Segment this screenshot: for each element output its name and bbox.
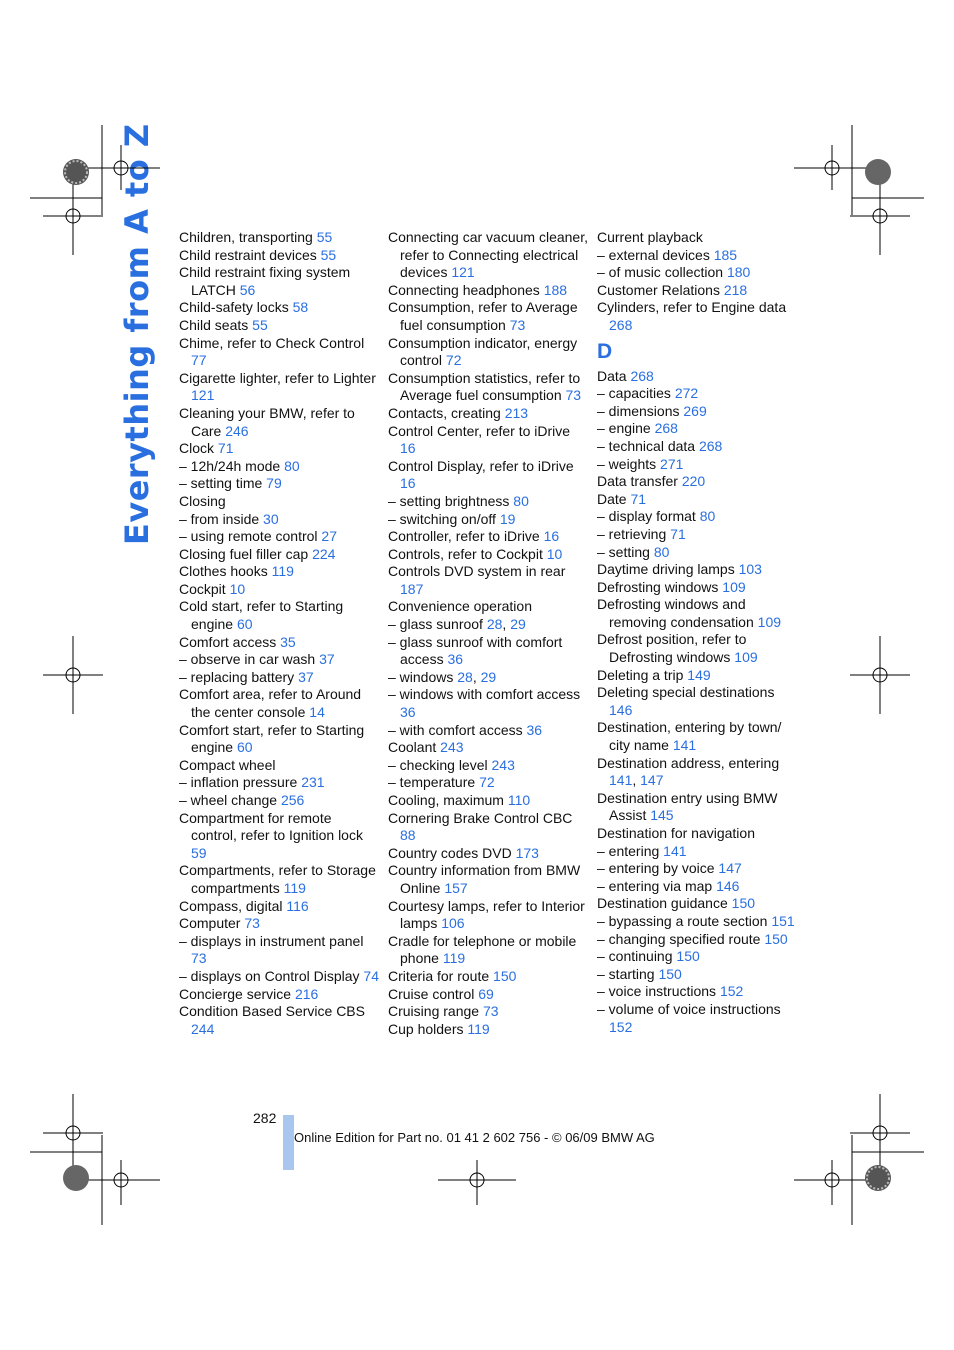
entry-text: Clock (179, 440, 218, 457)
page-link[interactable]: 268 (654, 420, 678, 437)
entry-text: – external devices (597, 246, 714, 263)
page-link[interactable]: 74 (363, 967, 379, 984)
index-entry: – windows 28, 29 (388, 668, 497, 685)
page-link[interactable]: 58 (292, 299, 309, 316)
page-link[interactable]: 147 (640, 772, 664, 789)
entry-text: – setting time (179, 475, 267, 492)
page-link[interactable]: 73 (509, 316, 526, 333)
entry-text: Child restraint fixing system LATCH (179, 264, 351, 298)
page-link[interactable]: 19 (499, 510, 516, 527)
page-link[interactable]: 146 (716, 877, 740, 894)
entry-text: Compartment for remote control, refer to Ignition lock (179, 809, 363, 844)
entry-text: – continuing (597, 948, 677, 965)
page-link[interactable]: 244 (191, 1020, 215, 1037)
page-link[interactable]: 72 (445, 352, 462, 369)
entry-text: Controls, refer to Cockpit (388, 545, 547, 562)
entry-text: – engine (597, 420, 655, 437)
entry-text: – technical data (597, 437, 699, 454)
entry-text: Data transfer (597, 473, 682, 490)
page-link[interactable]: 29 (480, 668, 497, 685)
entry-text: Date (597, 490, 631, 507)
entry-text: Destination address, entering (597, 754, 780, 771)
entry-text: Cockpit (179, 580, 230, 597)
entry-text: Cigarette lighter, refer to Lighter (179, 369, 376, 386)
entry-text: Control Display, refer to iDrive (388, 457, 574, 474)
page-link[interactable]: 80 (653, 543, 670, 560)
page-link[interactable]: 152 (609, 1018, 633, 1035)
page-link[interactable]: 119 (283, 879, 306, 896)
page-link[interactable]: 256 (280, 792, 305, 808)
page-link[interactable]: 141 (672, 737, 697, 754)
entry-text: Destination, entering by town/ city name (597, 719, 782, 754)
entry-text: Concierge service (179, 985, 295, 1002)
page-link[interactable]: 220 (681, 473, 706, 490)
page-link[interactable]: 243 (440, 739, 464, 756)
section-letter: D (597, 339, 613, 363)
entry-text: Deleting a trip (597, 666, 688, 683)
page-link[interactable]: 216 (294, 985, 319, 1002)
entry-text: – checking level (388, 756, 492, 773)
page-link[interactable]: 60 (236, 739, 253, 756)
entry-text: Comfort area, refer to Around the center console (179, 686, 362, 721)
entry-text: Country information from BMW Online (388, 862, 581, 896)
entry-text: Comfort access (179, 633, 281, 650)
page-link[interactable]: 77 (191, 352, 207, 369)
page-link[interactable]: 103 (738, 561, 762, 578)
entry-text: Destination guidance (597, 895, 732, 912)
entry-text: – capacities (597, 385, 675, 402)
page-link[interactable]: 16 (543, 528, 560, 545)
page-link[interactable]: 109 (722, 578, 746, 595)
entry-text: Consumption statistics, refer to Average fuel consumption (388, 369, 581, 404)
entry-text: Clothes hooks (179, 563, 272, 580)
entry-text: – display format (597, 508, 700, 525)
page-link[interactable]: 36 (400, 704, 416, 721)
index-entry: Destination address, entering 141, 147 (597, 754, 780, 789)
page-link[interactable]: 71 (670, 525, 686, 542)
entry-text: Contacts, creating (388, 404, 505, 421)
page-link[interactable]: 213 (504, 404, 529, 421)
page-link[interactable]: 55 (252, 316, 268, 333)
page-link[interactable]: 71 (630, 490, 647, 507)
page-link[interactable]: 80 (699, 508, 716, 525)
entry-text: Child-safety locks (179, 299, 293, 316)
entry-text: Cruising range (388, 1003, 483, 1020)
entry-text: Country codes DVD (388, 844, 516, 861)
page-link[interactable]: 268 (609, 316, 633, 333)
entry-text: Destination entry using BMW Assist (597, 789, 778, 824)
entry-text: Cleaning your BMW, refer to Care (179, 404, 355, 439)
entry-text: Cooling, maximum (388, 792, 508, 808)
entry-text: Coolant (388, 739, 441, 756)
entry-text: Child restraint devices (179, 246, 321, 263)
page-link[interactable]: 27 (321, 528, 337, 545)
entry-text: – entering via map (597, 877, 717, 894)
page-link[interactable]: 110 (507, 792, 531, 808)
page-link[interactable]: 224 (312, 545, 336, 562)
page-link[interactable]: 109 (734, 649, 758, 666)
entry-text: – volume of voice instructions (597, 1000, 781, 1017)
page-link[interactable]: 116 (286, 897, 309, 914)
entry-text: Child seats (179, 316, 253, 333)
entry-text: – temperature (388, 774, 480, 791)
page-link[interactable]: 147 (718, 860, 742, 877)
page-link[interactable]: 60 (236, 616, 253, 633)
entry-text: Cup holders (388, 1020, 468, 1037)
page-link[interactable]: 10 (546, 545, 563, 562)
entry-text: Children, transporting (179, 229, 317, 245)
entry-text: Connecting headphones (388, 281, 544, 298)
page-link[interactable]: 180 (726, 264, 751, 281)
entry-text: Connecting car vacuum cleaner, refer to Connecting electrical devices (388, 229, 588, 281)
page-link[interactable]: 16 (400, 440, 416, 457)
page-link[interactable]: 73 (244, 915, 260, 932)
entry-text: – glass sunroof with comfort access (388, 633, 563, 668)
entry-text: – wheel change (179, 792, 281, 808)
entry-text: – with comfort access (388, 721, 527, 738)
entry-text: – from inside (179, 510, 264, 527)
page-link[interactable]: 150 (764, 930, 788, 947)
entry-text: Daytime driving lamps (597, 561, 739, 578)
entry-text: Cruise control (388, 985, 479, 1002)
page-link[interactable]: 106 (441, 915, 465, 932)
page-link[interactable]: 150 (731, 895, 756, 912)
side-title: Everything from A to Z (118, 123, 156, 545)
page-link[interactable]: 29 (510, 616, 526, 633)
page-link[interactable]: 141 (663, 842, 687, 859)
entry-text: Comfort start, refer to Starting engine (179, 721, 365, 756)
index-entry: – glass sunroof 28, 29 (388, 616, 526, 633)
page-link[interactable]: 146 (609, 701, 633, 718)
entry-text: Consumption indicator, energy control (388, 334, 578, 369)
page-link[interactable]: 150 (658, 965, 682, 982)
entry-text: Cradle for telephone or mobile phone (388, 932, 577, 967)
gray-dot-icon (63, 159, 891, 1191)
starburst-icon (63, 159, 891, 1191)
entry-text: Condition Based Service CBS (179, 1003, 365, 1020)
entry-text: – setting (597, 543, 654, 560)
entry-text: Controls DVD system in rear (388, 563, 566, 580)
page-link[interactable]: 268 (630, 367, 654, 384)
page-link[interactable]: 121 (451, 264, 475, 281)
page-link[interactable]: 80 (284, 457, 300, 474)
page-link[interactable]: 73 (191, 950, 207, 967)
footer-text: Online Edition for Part no. 01 41 2 602 756 - © 06/09 BMW AG (294, 1130, 655, 1145)
page-link[interactable]: 185 (713, 246, 738, 263)
page-link[interactable]: 28 (486, 616, 503, 633)
page-link[interactable]: 37 (298, 668, 314, 685)
page-link[interactable]: 10 (229, 580, 246, 597)
page-link[interactable]: 72 (479, 774, 495, 791)
page-link[interactable]: 73 (565, 387, 582, 404)
entry-text: Defrosting windows and removing condensation (597, 596, 758, 630)
entry-text: Compass, digital (179, 897, 287, 914)
entry-text: Consumption, refer to Average fuel consumption (388, 299, 578, 333)
entry-text: – dimensions (597, 402, 684, 419)
page-link[interactable]: 55 (320, 246, 337, 263)
entry-text: – retrieving (597, 525, 671, 542)
entry-text: – windows (388, 668, 458, 685)
page-link[interactable]: 30 (263, 510, 279, 527)
entry-text: – using remote control (179, 528, 322, 545)
entry-text: Controller, refer to iDrive (388, 528, 544, 545)
entry-text: Cylinders, refer to Engine data (597, 299, 787, 316)
page-number: 282 (253, 1110, 277, 1126)
entry-text: – entering (597, 842, 664, 859)
entry-text: Compact wheel (179, 756, 276, 773)
entry-text: Defrost position, refer to Defrosting windows (597, 631, 747, 666)
page-link[interactable]: 109 (757, 613, 782, 630)
page-link[interactable]: 151 (771, 912, 795, 929)
page-link[interactable]: 36 (447, 651, 464, 668)
page-link[interactable]: 35 (280, 633, 296, 650)
page-link[interactable]: 272 (674, 385, 699, 402)
page-link[interactable]: 149 (687, 666, 711, 683)
entry-text: – switching on/off (388, 510, 500, 527)
page-link[interactable]: 119 (467, 1020, 490, 1037)
entry-text: – replacing battery (179, 668, 299, 685)
entry-text: Closing fuel filler cap (179, 545, 313, 562)
entry-text: Defrosting windows (597, 578, 723, 595)
entry-text: – starting (597, 965, 659, 982)
entry-text: Current playback (597, 229, 703, 245)
entry-text: – observe in car wash (179, 651, 320, 668)
page-link[interactable]: 69 (478, 985, 494, 1002)
entry-text: Chime, refer to Check Control (179, 334, 365, 351)
entry-text: – setting brightness (388, 492, 514, 509)
page-link[interactable]: 152 (719, 983, 744, 1000)
entry-text: Data (597, 367, 631, 384)
entry-text: – bypassing a route section (597, 912, 772, 929)
entry-text: – displays on Control Display (179, 967, 364, 984)
entry-text: Compartments, refer to Storage compartments (179, 862, 376, 896)
page-link[interactable]: 14 (309, 704, 325, 721)
entry-text: – of music collection (597, 264, 727, 281)
entry-text: Courtesy lamps, refer to Interior lamps (388, 897, 585, 932)
page-link[interactable]: 80 (513, 492, 529, 509)
page-link[interactable]: 173 (515, 844, 539, 861)
page-link[interactable]: 28 (457, 668, 473, 685)
entry-text: Destination for navigation (597, 825, 755, 841)
page-link[interactable]: 150 (493, 967, 517, 984)
page-link[interactable]: 88 (400, 827, 416, 844)
page-link[interactable]: 59 (191, 844, 207, 861)
page-link[interactable]: 37 (319, 651, 335, 668)
page-link[interactable]: 187 (400, 580, 424, 597)
page-link[interactable]: 119 (442, 950, 466, 967)
page-link[interactable]: 150 (676, 948, 700, 965)
entry-text: – windows with comfort access (388, 686, 581, 703)
entry-text: – entering by voice (597, 860, 719, 877)
page-link[interactable]: 55 (316, 229, 333, 245)
page-link[interactable]: 73 (482, 1003, 499, 1020)
page-link[interactable]: 231 (301, 774, 325, 791)
page-link[interactable]: 79 (266, 475, 282, 492)
entry-text: – displays in instrument panel (179, 932, 364, 949)
page-link[interactable]: 16 (400, 475, 416, 492)
page-link[interactable]: 188 (543, 281, 568, 298)
page-link[interactable]: 246 (225, 422, 249, 439)
entry-text: – weights (597, 455, 661, 472)
page-link[interactable]: 56 (239, 281, 256, 298)
entry-text: – 12h/24h mode (179, 457, 285, 474)
entry-text: Deleting special destinations (597, 684, 775, 701)
page-link[interactable]: 268 (698, 437, 723, 454)
page-link[interactable]: 119 (271, 563, 294, 580)
page-link[interactable]: 243 (491, 756, 515, 773)
page-link[interactable]: 269 (683, 402, 707, 419)
page-link[interactable]: 71 (217, 440, 234, 457)
entry-text: Cold start, refer to Starting engine (179, 598, 344, 633)
page-link[interactable]: 121 (191, 387, 215, 404)
entry-text: – glass sunroof (388, 616, 487, 633)
entry-text: Cornering Brake Control CBC (388, 809, 573, 826)
entry-text: Convenience operation (388, 598, 532, 615)
entry-text: Control Center, refer to iDrive (388, 422, 571, 439)
entry-text: – changing specified route (597, 930, 765, 947)
entry-text: – inflation pressure (179, 774, 302, 791)
page-link[interactable]: 157 (444, 879, 468, 896)
entry-text: Computer (179, 915, 245, 932)
page-link[interactable]: 141 (609, 772, 633, 789)
page-link[interactable]: 218 (723, 281, 748, 298)
page-link[interactable]: 271 (660, 455, 684, 472)
entry-text: Customer Relations (597, 281, 724, 298)
page-link[interactable]: 145 (650, 807, 674, 824)
entry-text: Criteria for route (388, 967, 494, 984)
entry-text: Closing (179, 492, 226, 509)
page-link[interactable]: 36 (526, 721, 543, 738)
entry-text: – voice instructions (597, 983, 720, 1000)
